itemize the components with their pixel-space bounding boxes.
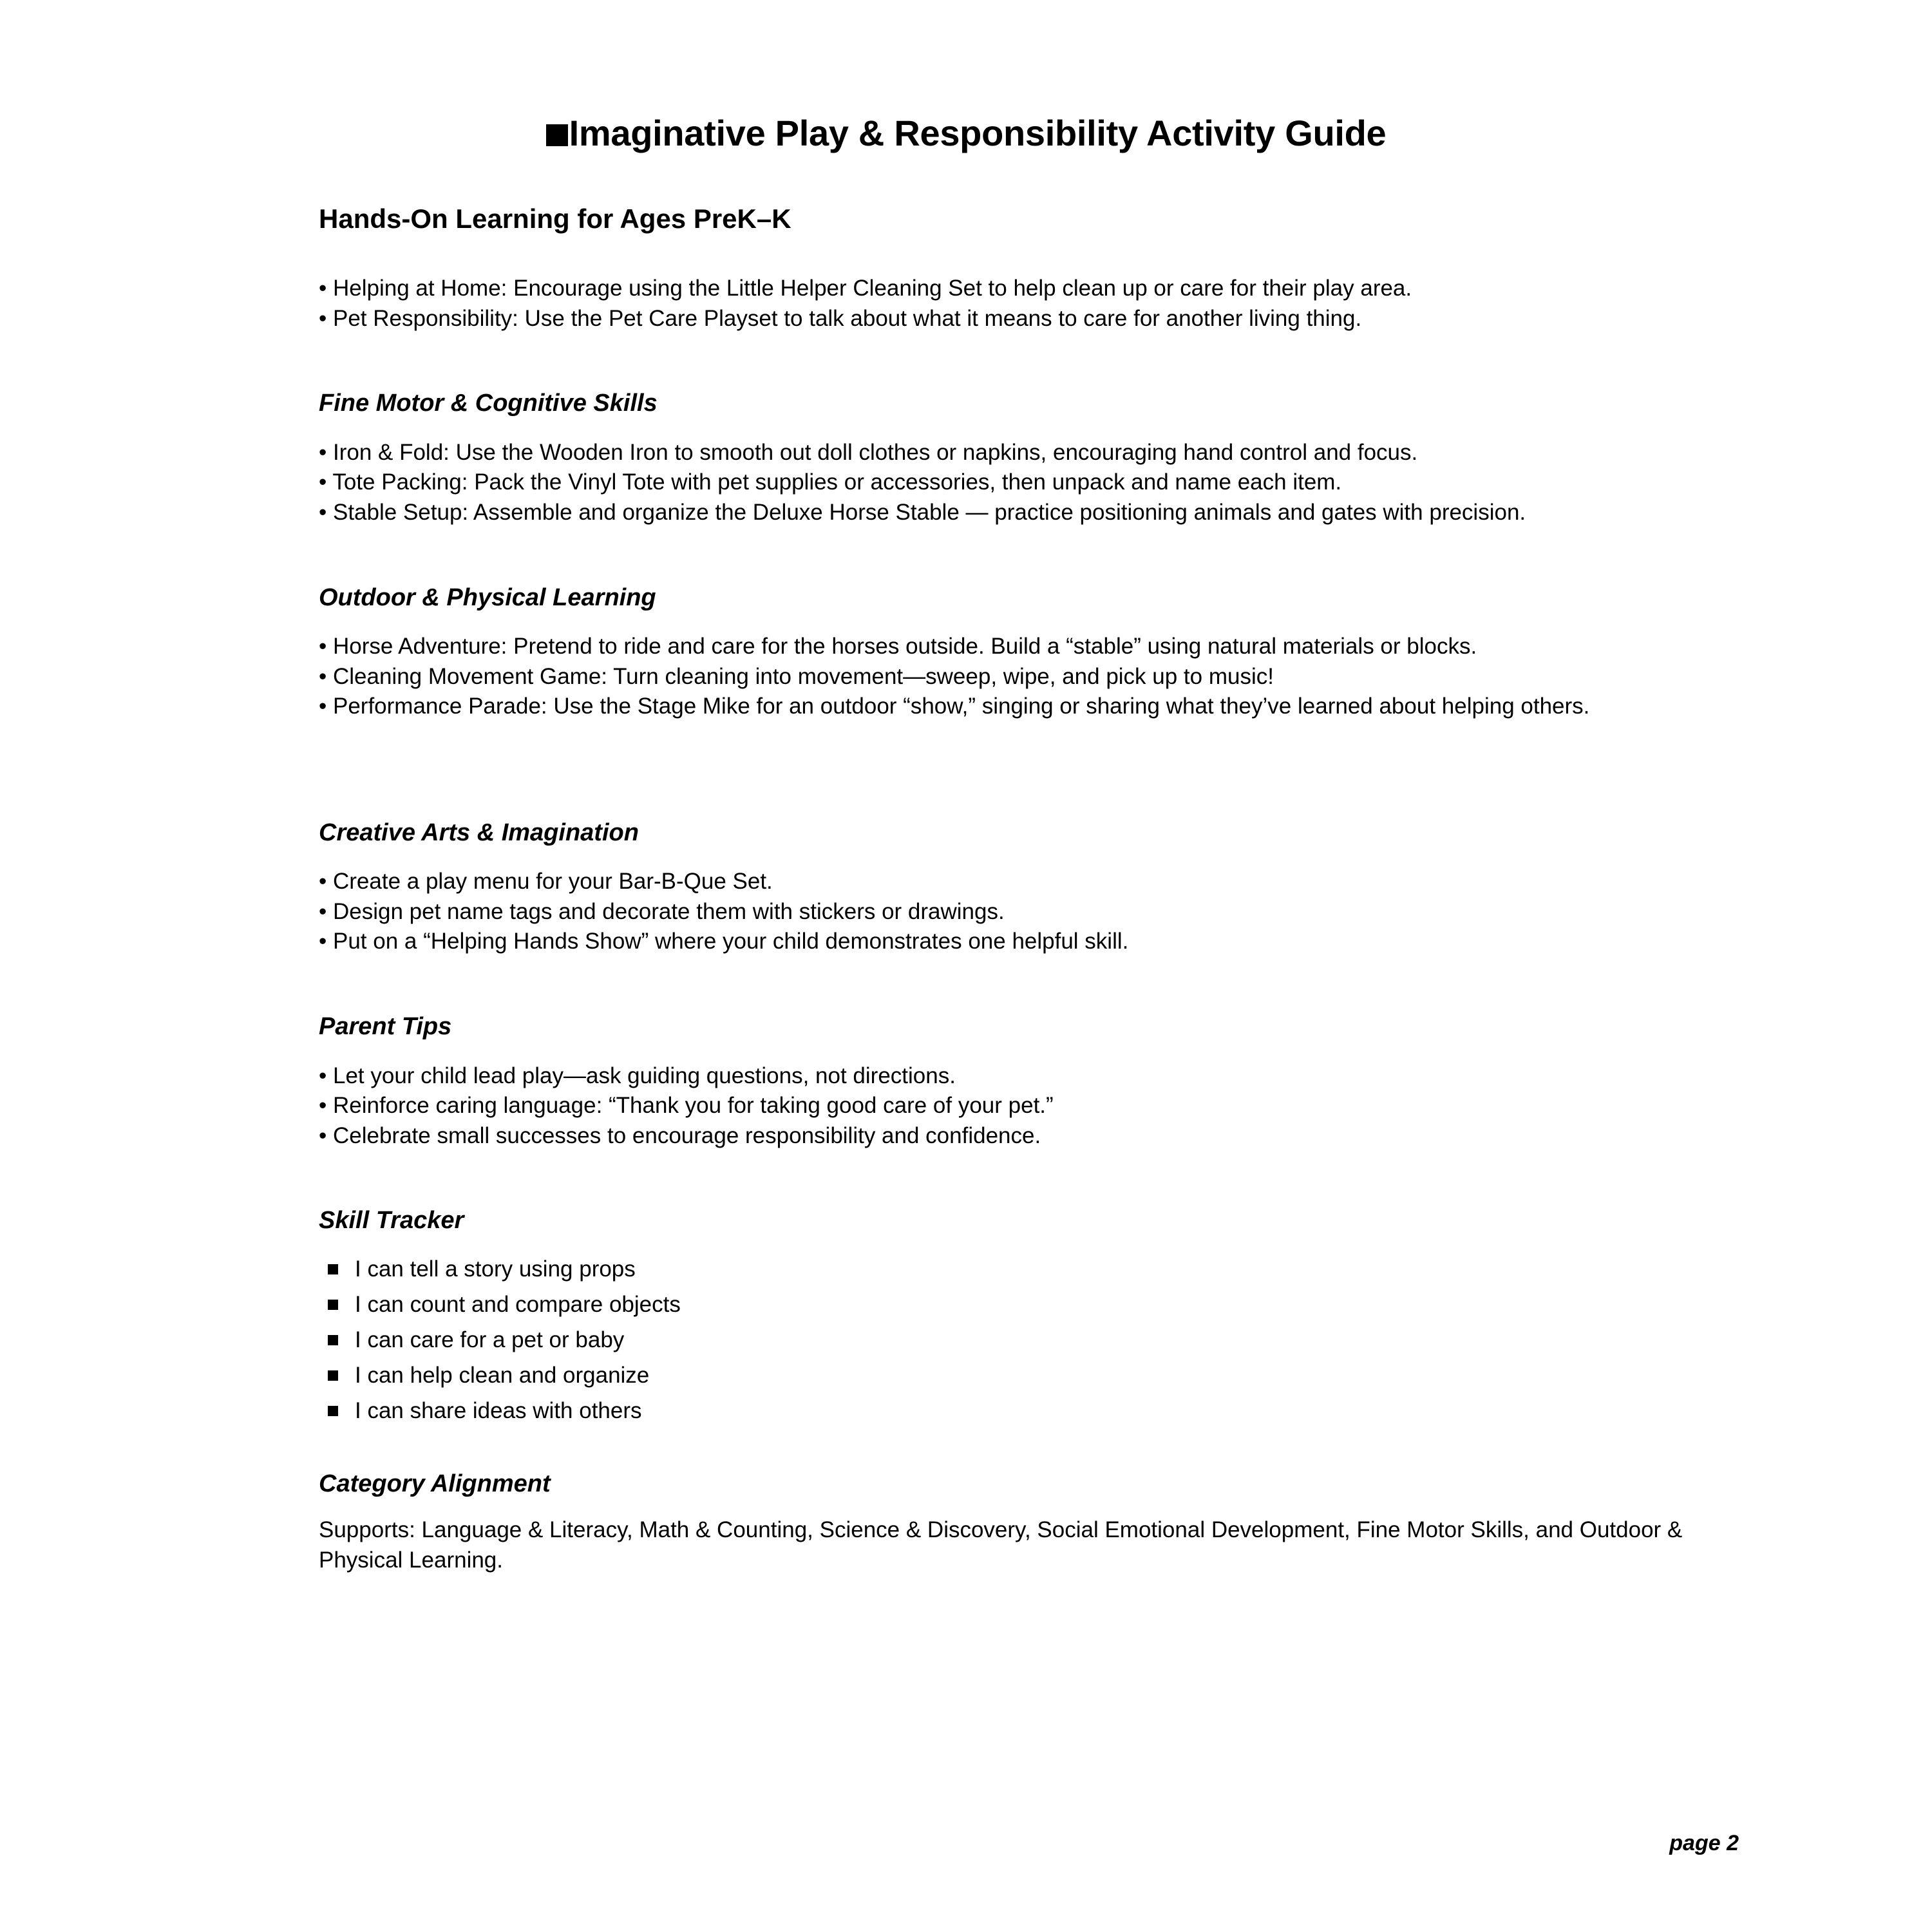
section-body-creative-arts (319, 867, 1739, 957)
list-item[interactable] (319, 1293, 1739, 1316)
section-line: • Let your child lead play—ask guiding questions, not directions. (319, 1063, 956, 1088)
section-line: • Stable Setup: Assemble and organize the Deluxe Horse Stable — practice positioning animals and gates with precision. (319, 499, 1526, 525)
section-heading-parent-tips: Parent Tips (319, 1012, 452, 1040)
section-line: • Iron & Fold: Use the Wooden Iron to smooth out doll clothes or napkins, encouraging hand control and focus. (319, 439, 1418, 465)
section-line: • Create a play menu for your Bar-B-Que Set. (319, 869, 773, 895)
checkbox-icon[interactable] (328, 1335, 338, 1345)
skill-tracker-list (319, 1258, 1739, 1422)
intro-block (319, 274, 1739, 334)
list-item-label: I can share ideas with others (355, 1397, 642, 1423)
list-item-label: I can help clean and organize (355, 1362, 650, 1388)
intro-line: • Helping at Home: Encourage using the Little Helper Cleaning Set to help clean up or care for their play area. (319, 276, 1412, 301)
section-heading-category-alignment: Category Alignment (319, 1470, 551, 1497)
intro-line: • Pet Responsibility: Use the Pet Care Playset to talk about what it means to care for another living thing. (319, 305, 1362, 331)
section-line: • Horse Adventure: Pretend to ride and care for the horses outside. Build a “stable” using natural materials or blocks. (319, 634, 1477, 659)
checkbox-icon[interactable] (328, 1300, 338, 1310)
section-heading-fine-motor: Fine Motor & Cognitive Skills (319, 390, 658, 417)
page-title (0, 0, 1932, 153)
section-body-parent-tips (319, 1061, 1739, 1151)
checkbox-icon[interactable] (328, 1264, 338, 1274)
section-line: • Performance Parade: Use the Stage Mike for an outdoor “show,” singing or sharing what they’ve learned about helping others. (319, 694, 1590, 719)
title-bullet-icon (546, 124, 568, 146)
checkbox-icon[interactable] (328, 1370, 338, 1381)
section-line: • Cleaning Movement Game: Turn cleaning into movement—sweep, wipe, and pick up to music! (319, 663, 1274, 689)
category-alignment-text: Supports: Language & Literacy, Math & Counting, Science & Discovery, Social Emotional Development, Fine Motor Skills, and Outdoor & Physical Learning. (319, 1517, 1683, 1573)
section-line: • Put on a “Helping Hands Show” where your child demonstrates one helpful skill. (319, 929, 1129, 954)
list-item[interactable] (319, 1258, 1739, 1280)
section-heading-creative-arts: Creative Arts & Imagination (319, 819, 639, 846)
list-item[interactable] (319, 1364, 1739, 1387)
page-number: page 2 (1669, 1831, 1739, 1855)
list-item-label: I can tell a story using props (355, 1256, 636, 1282)
list-item[interactable] (319, 1329, 1739, 1351)
section-line: • Celebrate small successes to encourage responsibility and confidence. (319, 1122, 1041, 1148)
section-heading-outdoor: Outdoor & Physical Learning (319, 583, 656, 611)
section-heading-skill-tracker: Skill Tracker (319, 1207, 464, 1235)
section-line: • Tote Packing: Pack the Vinyl Tote with pet supplies or accessories, then unpack and name each item. (319, 469, 1342, 495)
list-item-label: I can care for a pet or baby (355, 1327, 625, 1352)
section-body-outdoor (319, 632, 1739, 722)
list-item-label: I can count and compare objects (355, 1291, 681, 1317)
section-line: • Design pet name tags and decorate them with stickers or drawings. (319, 898, 1005, 924)
section-line: • Reinforce caring language: “Thank you for taking good care of your pet.” (319, 1093, 1054, 1119)
section-body-fine-motor (319, 438, 1739, 528)
checkbox-icon[interactable] (328, 1406, 338, 1416)
list-item[interactable] (319, 1399, 1739, 1422)
page-subtitle: Hands-On Learning for Ages PreK–K (319, 203, 791, 234)
page-title-text: Imaginative Play & Responsibility Activity Guide (569, 113, 1387, 153)
document-content (0, 203, 1932, 1576)
